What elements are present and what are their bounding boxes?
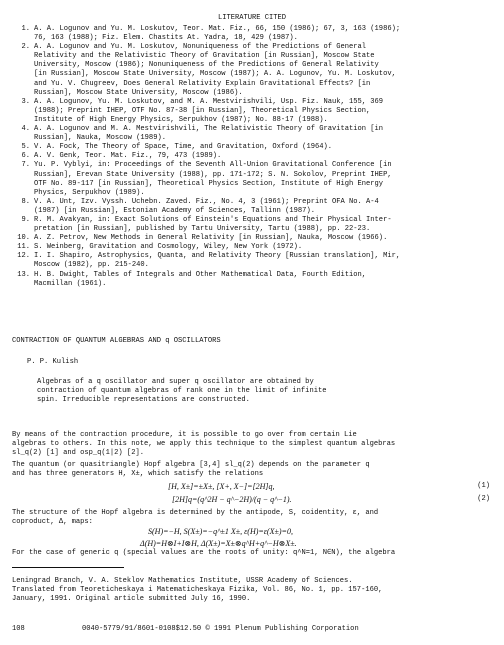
reference-number: 5. <box>21 143 30 152</box>
reference-number: 9. <box>21 215 30 224</box>
article-title: CONTRACTION OF QUANTUM ALGEBRAS AND q OSCILLATORS <box>12 337 221 345</box>
reference-item <box>12 243 498 252</box>
reference-number: 4. <box>21 125 30 134</box>
reference-text: R. M. Avakyan, in: Exact Solutions of Einstein's Equations and Their Physical Inter- pretation [in Russian], published by Tartu University, Tartu (1988), pp. 22-23. <box>34 215 392 234</box>
reference-number: 3. <box>21 97 30 106</box>
reference-text: A. A. Logunov and Yu. M. Loskutov, Teor. Mat. Fiz., 66, 150 (1986); 67, 3, 163 (1986); 76, 163 (1988); Fiz. Elem. Chastits At. Yadra, 18, 429 (1987). <box>34 25 401 43</box>
abstract: Algebras of a q oscillator and super q oscillator are obtained by contraction of quantum algebras of rank one in the limit of infinite spin. Irreducible representations are constructed. <box>37 378 327 405</box>
reference-text: S. Weinberg, Gravitation and Cosmology, Wiley, New York (1972). <box>34 243 303 252</box>
author-name: P. P. Kulish <box>27 358 79 366</box>
reference-item <box>12 25 498 43</box>
reference-text: A. Z. Petrov, New Methods in General Relativity [in Russian], Nauka, Moscow (1966). <box>34 234 388 243</box>
reference-text: V. A. Unt, Izv. Vyssh. Uchebn. Zaved. Fiz., No. 4, 3 (1961); Preprint OFA No. A-4 (1987) [in Russian], Estonian Academy of Sciences, Tallinn (1987). <box>34 197 379 215</box>
footnote-divider <box>12 567 124 568</box>
equation-4: Δ(H)=H⊗I+I⊗H, Δ(X±)=X±⊗q^H+q^−H⊗X±. <box>140 539 297 548</box>
reference-number: 6. <box>21 152 30 161</box>
reference-number: 1. <box>21 25 30 33</box>
equation-1: [H, X±]=±X±, [X+, X−]=[2H]q, <box>168 482 275 491</box>
equation-3: S(H)=−H, S(X±)=−q^±1 X±, ε(H)=ε(X±)=0, <box>148 527 293 536</box>
reference-number: 10. <box>17 234 30 243</box>
reference-number: 2. <box>21 43 30 52</box>
body-paragraph-4: For the case of generic q (special values are the roots of unity: q^N=1, N∈N), the algebra <box>12 549 396 557</box>
reference-text: Yu. P. Vyblyi, in: Proceedings of the Seventh All-Union Gravitational Conference [in Russian], Erevan State University (1988), pp. 171-172; S. N. Sokolov, Preprint IHEP, OTF No. 89-117 [in Russian], Theoretical Physics Section, Institute of High Energy Physics, Serpukhov (1989). <box>34 161 392 197</box>
equation-2: [2H]q=(q^2H − q^−2H)/(q − q^−1). <box>172 495 292 504</box>
reference-item <box>12 152 498 161</box>
body-paragraph-3: The structure of the Hopf algebra is determined by the antipode, S, coidentity, ε, and coproduct, Δ, maps: <box>12 509 379 527</box>
page-footer <box>12 625 492 634</box>
reference-item <box>12 43 498 98</box>
reference-item <box>12 252 498 270</box>
equation-number-1: (1) <box>477 482 490 490</box>
reference-item <box>12 98 498 125</box>
reference-text: A. V. Genk, Teor. Mat. Fiz., 79, 473 (1989). <box>34 152 222 161</box>
reference-text: A. A. Logunov and M. A. Mestvirishvili, The Relativistic Theory of Gravitation [in Russian], Nauka, Moscow (1989). <box>34 125 384 143</box>
reference-item <box>12 125 498 143</box>
reference-item <box>12 271 498 289</box>
body-paragraph-2: The quantum (or quasitriangle) Hopf algebra [3,4] sl_q(2) depends on the parameter q and has three generators H, X±, which satisfy the relations <box>12 461 370 479</box>
reference-text: A. A. Logunov, Yu. M. Loskutov, and M. A. Mestvirishvili, Usp. Fiz. Nauk, 155, 369 (1988); Preprint IHEP, OTF No. 87-38 [in Russian], Theoretical Physics Section, Institute of High Energy Physics, Serpukhov (1987); No. 88-17 (1988). <box>34 97 384 124</box>
reference-item <box>12 198 498 216</box>
reference-text: V. A. Fock, The Theory of Space, Time, and Gravitation, Oxford (1964). <box>34 143 332 152</box>
reference-list <box>12 25 498 289</box>
reference-text: I. I. Shapiro, Astrophysics, Quanta, and Relativity Theory [Russian translation], Mir, Moscow (1982), pp. 215-240. <box>34 252 401 270</box>
reference-number: 8. <box>21 197 30 206</box>
reference-number: 7. <box>21 161 30 170</box>
body-paragraph-1: By means of the contraction procedure, it is possible to go over from certain Lie algebras to others. In this note, we apply this technique to the simplest quantum algebras sl_q(2) [1] and osp_q(1|2) [2]. <box>12 431 396 458</box>
reference-item <box>12 234 498 243</box>
reference-text: A. A. Logunov and Yu. M. Loskutov, Nonuniqueness of the Predictions of General Relativity and the Relativistic Theory of Gravitation [in Russian], Moscow State University, Moscow (1986); Nonuniqueness of the Predictions of General Relativity [in Russian], Moscow State University, Moscow (1987); A. A. Logunov, Yu. M. Loskutov, and Yu. V. Chugreev, Does General Relativity Explain Gravitational Effects? [in Russian], Moscow State University, Moscow (1986). <box>34 43 396 97</box>
reference-number: 11. <box>17 243 30 252</box>
reference-item <box>12 143 498 152</box>
equation-number-2: (2) <box>477 495 490 503</box>
reference-item <box>12 161 498 197</box>
reference-number: 12. <box>17 252 30 261</box>
page-number: 108 <box>12 625 25 633</box>
footnote: Leningrad Branch, V. A. Steklov Mathematics Institute, USSR Academy of Sciences. Translated from Teoreticheskaya i Matematicheskaya Fizika, Vol. 86, No. 1, pp. 157-160, January, 1991. Original article submitted July 16, 1990. <box>12 577 383 604</box>
literature-heading: LITERATURE CITED <box>217 14 287 22</box>
reference-text: H. B. Dwight, Tables of Integrals and Other Mathematical Data, Fourth Edition, Macmillan (1961). <box>34 270 367 288</box>
issn-copyright: 0040-5779/91/8601-0108$12.50 © 1991 Plenum Publishing Corporation <box>82 625 359 633</box>
reference-number: 13. <box>17 270 30 279</box>
reference-item <box>12 216 498 234</box>
